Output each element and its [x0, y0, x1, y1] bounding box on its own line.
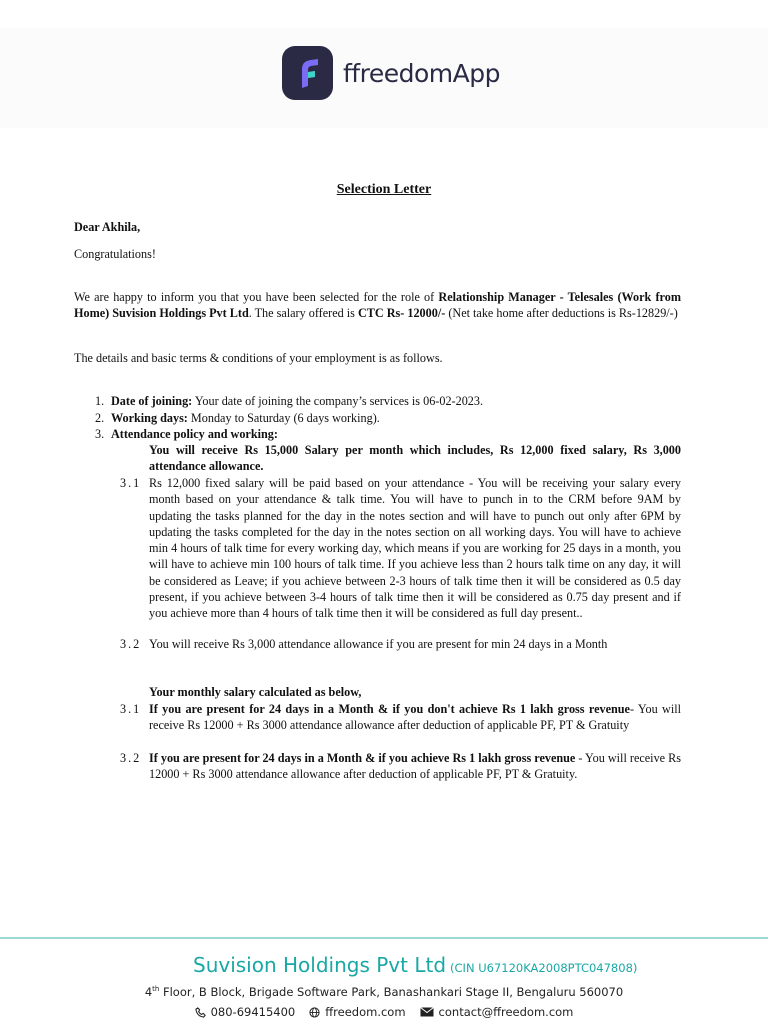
date-of-joining: [111, 393, 483, 409]
working-days: [111, 410, 380, 426]
intro-paragraph: [74, 289, 681, 322]
attendance-policy: [111, 426, 278, 442]
case-condition: If you are present for 24 days in a Month & if you achieve Rs 1 lakh gross revenue: [149, 751, 576, 765]
footer-company: [193, 953, 637, 977]
greeting: Dear Akhila,: [74, 220, 141, 234]
item-number: 3.: [95, 427, 105, 441]
website-link[interactable]: ffreedom.com: [325, 1005, 406, 1019]
company-cin: (CIN U67120KA2008PTC047808): [450, 961, 638, 975]
footer-address: [0, 985, 768, 999]
item-label: Date of joining:: [111, 394, 193, 408]
phone-number: 080-69415400: [210, 1005, 296, 1019]
attendance-allowance-clause: You will receive Rs 3,000 attendance allowance if you are present for min 24 days in a Month: [149, 637, 608, 651]
intro-text: . The salary offered is: [248, 306, 358, 321]
salary-highlight: You will receive Rs 15,000 Salary per month which includes, Rs 12,000 fixed salary, Rs 3,000 attendance allowance.: [149, 443, 681, 474]
address-text: 4: [144, 985, 153, 999]
footer-website: [309, 1005, 405, 1019]
footer-divider: [0, 937, 768, 939]
subitem-number: 3.1: [120, 476, 142, 490]
brand-name: ffreedomApp: [343, 58, 500, 88]
letter-title: Selection Letter: [336, 182, 432, 197]
net-take-home: (Net take home after deductions is Rs-12829/-): [445, 306, 678, 321]
item-label: Working days:: [111, 411, 188, 425]
role-name: Relationship Manager - Telesales (Work from Home) Suvision Holdings Pvt Ltd: [74, 290, 681, 321]
fixed-salary-clause: Rs 12,000 fixed salary will be paid based on your attendance - You will be receiving your salary every month based on your attendance & talk time. You will have to punch in to the CRM before 9AM by updating the tasks planned for the day in the notes section and will have to punch out only after 6PM by updating the tasks completed for the day in the notes section on all working days. You will have to achieve min 4 hours of talk time for every working day, which means if you are working for 25 days in a month, you will have to achieve min 100 hours of talk time. If you achieve less than 2 hours talk time on any day, it will be considered as Leave; if you achieve between 2-3 hours of talk time then it will be considered as 0.5 day present, if you achieve between 3-4 hours of talk time then it will be considered as 0.75 day present and if you achieve more than 4 hours of talk time then it will be considered as full day present..: [149, 476, 681, 621]
congratulations: Congratulations!: [74, 247, 156, 261]
salary-case-with-revenue: [149, 750, 681, 783]
case-condition: If you are present for 24 days in a Month & if you don't achieve Rs 1 lakh gross revenue: [149, 702, 630, 716]
subitem-number: 3.2: [120, 637, 142, 651]
item-text: Monday to Saturday (6 days working).: [187, 411, 380, 425]
ctc-amount: CTC Rs- 12000/-: [357, 306, 446, 321]
item-number: 2.: [95, 411, 105, 425]
case-text: - You will receive Rs 12000 + Rs 3000 attendance allowance after deduction of applicable PF, PT & Gratuity.: [149, 751, 681, 782]
company-name: Suvision Holdings Pvt Ltd: [193, 953, 447, 977]
footer-phone: [195, 1005, 296, 1019]
email-link[interactable]: contact@ffreedom.com: [438, 1005, 574, 1019]
footer-email: [420, 1005, 574, 1019]
ffreedom-logo-icon: [282, 46, 333, 100]
monthly-salary-heading: Your monthly salary calculated as below,: [149, 685, 362, 699]
item-number: 1.: [95, 394, 105, 408]
subitem-number: 3.1: [120, 702, 142, 716]
intro-text: We are happy to inform you that you have been selected for the role of: [74, 290, 439, 304]
address-superscript: th: [152, 985, 160, 994]
phone-icon: [195, 1007, 206, 1018]
item-label: Attendance policy and working:: [111, 427, 278, 441]
details-intro: The details and basic terms & conditions of your employment is as follows.: [74, 351, 443, 365]
item-text: Your date of joining the company’s services is 06-02-2023.: [192, 394, 484, 408]
salary-case-no-revenue: [149, 701, 681, 734]
brand-logo: [282, 45, 500, 101]
mail-icon: [420, 1007, 434, 1017]
subitem-number: 3.2: [120, 751, 142, 765]
address-text: Floor, B Block, Brigade Software Park, Banashankari Stage II, Bengaluru 560070: [159, 985, 624, 999]
footer-contacts: [0, 1005, 768, 1019]
globe-icon: [309, 1007, 320, 1018]
case-text: - You will receive Rs 12000 + Rs 3000 attendance allowance after deduction of applicable PF, PT & Gratuity: [149, 702, 681, 733]
